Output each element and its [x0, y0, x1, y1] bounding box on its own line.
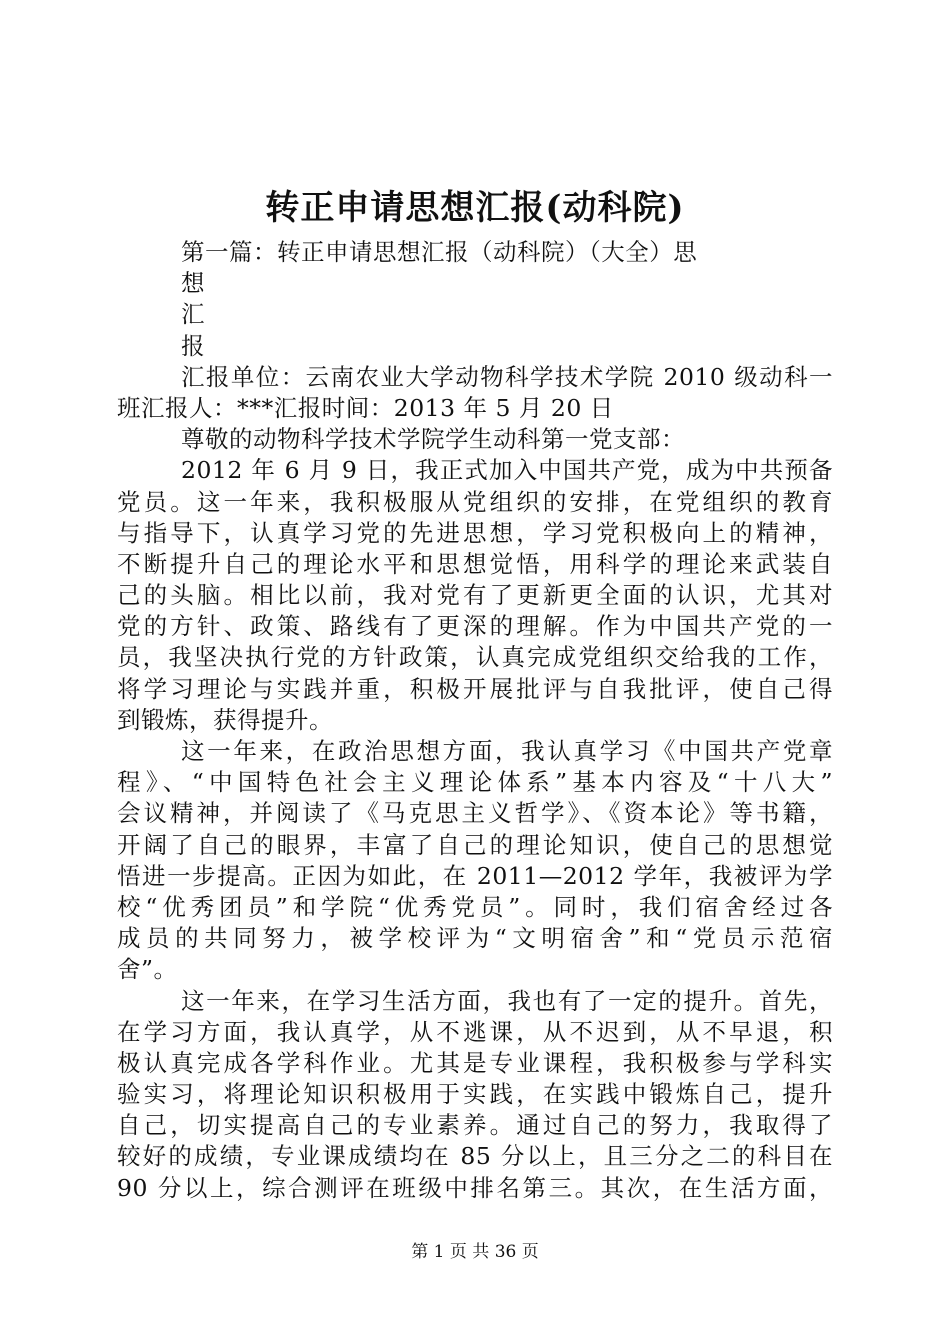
text-line: 汇 — [181, 300, 205, 329]
text-line: 这一年来，在学习生活方面，我也有了一定的提升。首先， — [181, 986, 833, 1015]
text-line: 开阔了自己的眼界，丰富了自己的理论知识，使自己的思想觉 — [117, 830, 833, 859]
page-footer: 第 1 页 共 36 页 — [411, 1242, 539, 1262]
text-line: 己的头脑。相比以前，我对党有了更新更全面的认识，尤其对 — [117, 581, 833, 610]
text-line: 自己，切实提高自己的专业素养。通过自己的努力，我取得了 — [117, 1111, 833, 1140]
text-line: 悟进一步提高。正因为如此，在 2011—2012 学年，我被评为学 — [117, 861, 833, 890]
text-line: 这一年来，在政治思想方面，我认真学习《中国共产党章 — [181, 737, 833, 765]
text-line: 2012 年 6 月 9 日，我正式加入中国共产党，成为中共预备 — [181, 456, 833, 485]
text-line: 验实习，将理论知识积极用于实践，在实践中锻炼自己，提升 — [117, 1080, 833, 1109]
text-line: 党员。这一年来，我积极服从党组织的安排，在党组织的教育 — [117, 487, 833, 516]
document-body — [117, 237, 833, 1204]
text-line: 与指导下，认真学习党的先进思想，学习党积极向上的精神， — [117, 518, 833, 547]
text-line: 汇报单位：云南农业大学动物科学技术学院 2010 级动科一 — [181, 362, 833, 391]
text-line: 极认真完成各学科作业。尤其是专业课程，我积极参与学科实 — [117, 1048, 833, 1077]
text-line: 较好的成绩，专业课成绩均在 85 分以上，且三分之二的科目在 — [117, 1142, 833, 1171]
document-title: 转正申请思想汇报(动科院) — [265, 188, 685, 228]
text-line: 员，我坚决执行党的方针政策，认真完成党组织交给我的工作， — [117, 643, 833, 672]
text-line: 舍”。 — [117, 955, 178, 984]
text-line: 程》、“中国特色社会主义理论体系”基本内容及“十八大” — [117, 768, 833, 797]
text-line: 会议精神，并阅读了《马克思主义哲学》、《资本论》等书籍， — [117, 799, 833, 828]
text-line: 班汇报人：***汇报时间：2013 年 5 月 20 日 — [117, 393, 614, 422]
text-line: 尊敬的动物科学技术学院学生动科第一党支部： — [181, 425, 685, 454]
text-line: 想 — [181, 269, 205, 298]
text-line: 在学习方面，我认真学，从不逃课，从不迟到，从不早退，积 — [117, 1017, 833, 1046]
text-line: 到锻炼，获得提升。 — [117, 705, 333, 734]
text-line: 第一篇：转正申请思想汇报（动科院）（大全）思 — [181, 238, 698, 266]
text-line: 成员的共同努力，被学校评为“文明宿舍”和“党员示范宿 — [117, 924, 833, 953]
text-line: 党的方针、政策、路线有了更深的理解。作为中国共产党的一 — [117, 612, 833, 641]
text-line: 将学习理论与实践并重，积极开展批评与自我批评，使自己得 — [117, 674, 833, 703]
text-line: 校“优秀团员”和学院“优秀党员”。同时，我们宿舍经过各 — [117, 892, 833, 921]
text-line: 90 分以上，综合测评在班级中排名第三。其次，在生活方面， — [117, 1173, 833, 1202]
text-line: 报 — [181, 331, 205, 360]
text-line: 不断提升自己的理论水平和思想觉悟，用科学的理论来武装自 — [117, 549, 833, 578]
